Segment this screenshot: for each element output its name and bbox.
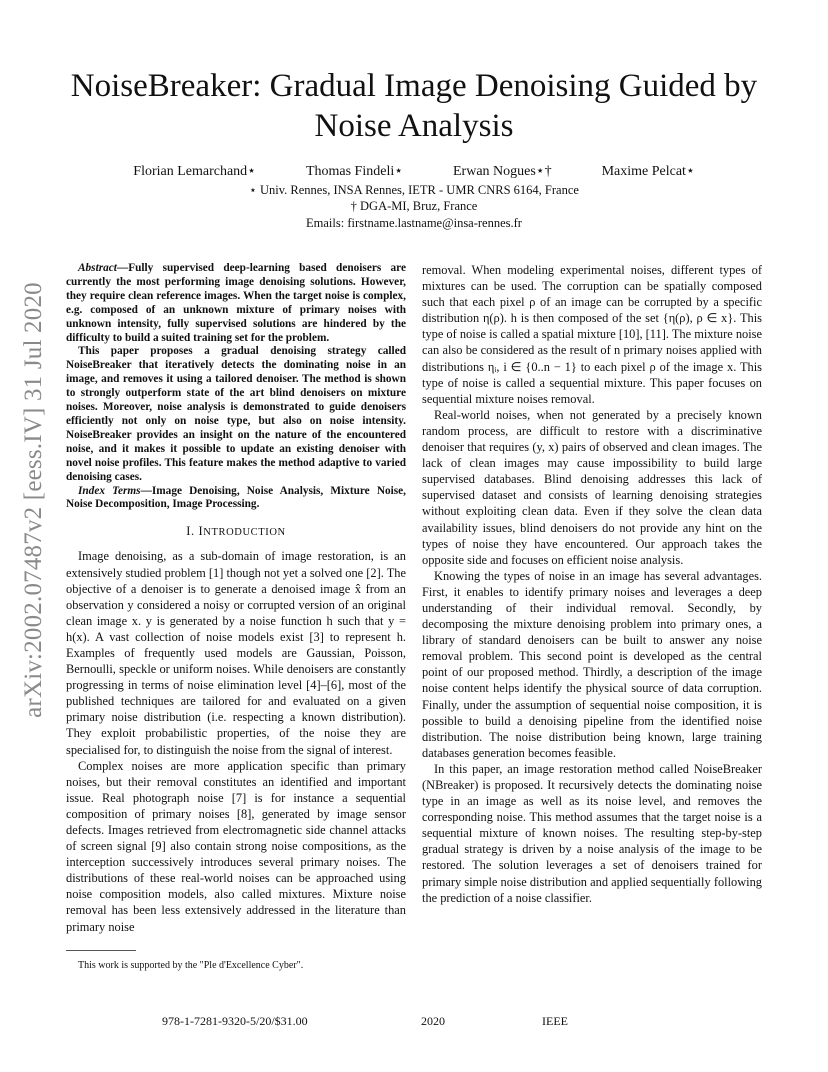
author: Maxime Pelcat⋆ xyxy=(601,164,695,179)
footnote: This work is supported by the "Ple d'Excellence Cyber". xyxy=(78,960,304,971)
body-paragraph: Knowing the types of noise in an image has several advantages. First, it enables to identify primary noises and leverages a deep understanding of their individual removal. Secondly, by decomposing the mixture denoising problem into primary ones, a library of standard denoisers can be built to answer any noise removal problem. This second point is developed as the central point of our proposed method. Thirdly, a description of the image noise content helps identify the physical source of data corruption. Finally, under the assumption of sequential noise composition, it is possible to build a denoising pipeline from the identified noise distribution. The noise distribution being known, large training databases generation becomes feasible. xyxy=(422,568,762,760)
body-paragraph: Complex noises are more application specific than primary noises, but their removal constitutes an identified and important issue. Real photograph noise [7] is for instance a sequential composition of primary noises [8], generated by image sensor defects. Images retrieved from electromagnetic side channel attacks of screen signal [9] also contain strong noise compositions, as the interception successively introduces several primary noises. The distributions of these real-world noises can be approached using noise composition models, also called mixtures. Mixture noise removal has been less extensively addressed in the literature than primary noise xyxy=(66,758,406,934)
author-list xyxy=(60,163,768,180)
affiliation-secondary: † DGA-MI, Bruz, France xyxy=(350,199,478,213)
left-column xyxy=(66,262,406,935)
author-emails: Emails: firstname.lastname@insa-rennes.fr xyxy=(306,216,522,230)
paper-title: NoiseBreaker: Gradual Image Denoising Guided by Noise Analysis xyxy=(70,68,758,144)
abstract-label: Abstract xyxy=(78,262,117,274)
publisher: IEEE xyxy=(542,1014,568,1028)
index-terms: Index Terms—Image Denoising, Noise Analysis, Mixture Noise, Noise Decomposition, Image Processing. xyxy=(66,484,406,511)
isbn-price: 978-1-7281-9320-5/20/$31.00 xyxy=(162,1014,308,1028)
footnote-rule xyxy=(66,950,136,951)
arxiv-identifier: arXiv:2002.07487v2 [eess.IV] 31 Jul 2020 xyxy=(20,282,48,718)
body-paragraph: removal. When modeling experimental noises, different types of mixtures can be used. The corruption can be spatially composed such that each pixel ρ of an image can be corrupted by a specific distribution η(ρ). h is then composed of the set {η(ρ), ρ ∈ x}. This type of noise is called a spatial mixture [10], [11]. The mixture noise can also be considered as the result of n primary noises applied with distributions ηᵢ, i ∈ {0..n − 1} to each pixel ρ of the image x. This type of noise is called a sequential mixture. This paper focuses on sequential mixture noises removal. xyxy=(422,263,762,406)
publication-year: 2020 xyxy=(421,1014,445,1028)
author: Erwan Nogues⋆† xyxy=(453,164,552,179)
abstract xyxy=(66,262,406,512)
arxiv-sidebar xyxy=(10,282,58,718)
author: Florian Lemarchand⋆ xyxy=(133,164,256,179)
author: Thomas Findeli⋆ xyxy=(305,164,403,179)
abstract-paragraph: This paper proposes a gradual denoising strategy called NoiseBreaker that iteratively detects the dominating noise in an image, and removes it using a tailored denoiser. The method is shown to strongly outperform state of the art blind denoisers on mixture noises. Moreover, noise analysis is demonstrated to guide denoisers efficiently not only on noise type, but also on noise intensity. NoiseBreaker provides an insight on the nature of the encountered noise, and it makes it possible to update an existing denoiser with novel noise profiles. This feature makes the method adaptive to varied denoising cases. xyxy=(66,345,406,483)
body-paragraph: Image denoising, as a sub-domain of image restoration, is an extensively studied problem [1] though not yet a solved one [2]. The objective of a denoiser is to generate a denoised image x̂ from an observation y considered a noisy or corrupted version of an original clean image x. y is generated by a noise function h such that y = h(x). A vast collection of noise models exist [3] to represent h. Examples of frequently used models are Gaussian, Poisson, Bernoulli, speckle or uniform noises. While denoisers are constantly progressing in terms of noise elimination level [4]–[6], most of the published techniques are tailored for and evaluated on a given primary noise distribution (i.e. respecting a known distribution). They exploit probabilistic properties, of the noise they are specialised for, to distinguish the noise from the signal of interest. xyxy=(66,549,406,757)
body-paragraph: Real-world noises, when not generated by a precisely known random process, are difficult to restore with a discriminative denoiser that requires (y, x) pairs of observed and clean images. The lack of clean images may cause impossibility to build large supervised databases. Blind denoising addresses this lack of supervised dataset and consists of learning denoising strategies without exploiting clean data. Even if they solve the clean data availability issues, blind denoisers do not provide any hint on the types of noise they have encountered. Our approach takes the opposite side and focuses on efficient noise analysis. xyxy=(422,407,762,567)
abstract-paragraph: Abstract—Fully supervised deep-learning based denoisers are currently the most performing image denoising solutions. However, they require clean reference images. When the target noise is complex, e.g. composed of an unknown mixture of primary noises with unknown intensity, fully supervised solutions are hindered by the difficulty to build a suited training set for the problem. xyxy=(66,262,406,344)
index-terms-label: Index Terms xyxy=(78,484,141,497)
body-paragraph: In this paper, an image restoration method called NoiseBreaker (NBreaker) is proposed. It recursively detects the dominating noise type in an image as well as its noise level, and removes the corresponding noise. This method assumes that the target noise is a sequential mixture of known noises. The resulting step-by-step gradual strategy is driven by a noise analysis of the image to be restored. The solution leverages a set of denoisers trained for primary simple noise distribution and applied sequentially following the prediction of a noise classifier. xyxy=(422,761,762,905)
affiliation-primary: ⋆ Univ. Rennes, INSA Rennes, IETR - UMR CNRS 6164, France xyxy=(249,183,579,197)
right-column xyxy=(422,262,762,906)
section-heading: I. INTRODUCTION xyxy=(186,524,286,539)
